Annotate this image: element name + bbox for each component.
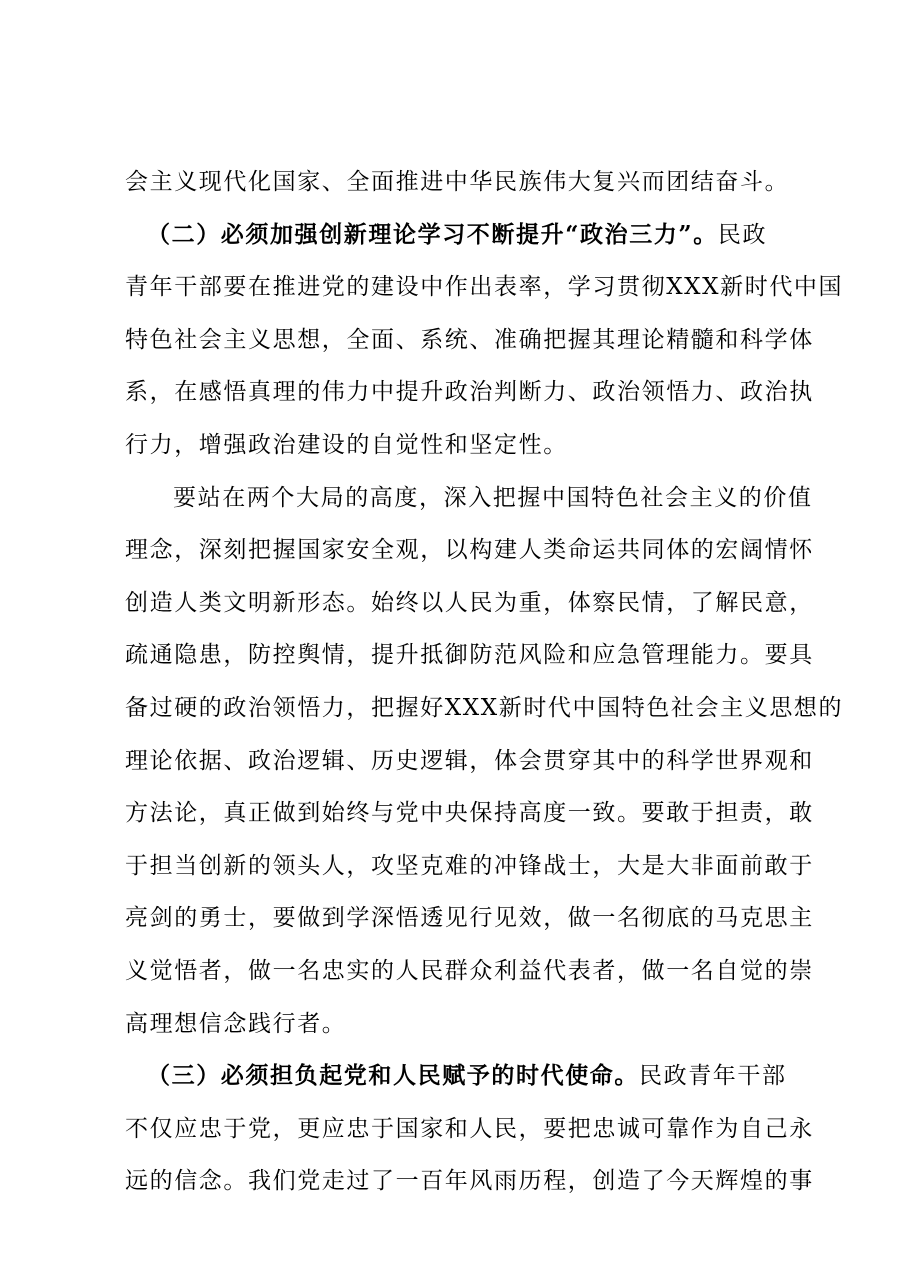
paragraph-3-line-11: 高理想信念践行者。: [125, 1010, 347, 1037]
paragraph-3-line-3: 创造人类文明新形态。始终以人民为重，体察民情，了解民意，: [125, 589, 814, 616]
paragraph-4-heading-tail: 民政青年干部: [639, 1063, 787, 1090]
paragraph-3-line-8: 于担当创新的领头人，攻坚克难的冲锋战士，大是大非面前敢于: [125, 852, 814, 879]
paragraph-2-heading-tail: 民政: [717, 221, 768, 248]
paragraph-2-heading-line: [125, 209, 825, 262]
paragraph-3-line-4: 疏通隐患，防控舆情，提升抵御防范风险和应急管理能力。要具: [125, 642, 814, 669]
paragraph-2-line-4: 行力，增强政治建设的自觉性和坚定性。: [125, 431, 568, 458]
paragraph-2-line-2: 特色社会主义思想，全面、系统、准确把握其理论精髓和科学体: [125, 326, 814, 353]
paragraph-2-line-1: 青年干部要在推进党的建设中作出表率，学习贯彻XXX新时代中国: [125, 274, 844, 301]
paragraph-3-line-10: 义觉悟者，做一名忠实的人民群众利益代表者，做一名自觉的崇: [125, 957, 814, 984]
document-body: [125, 156, 844, 1208]
section-heading-2: （二）必须加强创新理论学习不断提升“政治三力”。: [147, 220, 718, 248]
paragraph-3-line-2: 理念，深刻把握国家安全观，以构建人类命运共同体的宏阔情怀: [125, 537, 814, 564]
paragraph-3-line-9: 亮剑的勇士，要做到学深悟透见行见效，做一名彻底的马克思主: [125, 905, 814, 932]
paragraph-2-line-3: 系，在感悟真理的伟力中提升政治判断力、政治领悟力、政治执: [125, 379, 814, 406]
paragraph-4-line-1: 不仅应忠于党，更应忠于国家和人民，要把忠诚可靠作为自己永: [125, 1115, 814, 1142]
paragraph-4-heading-line: [125, 1050, 825, 1103]
paragraph-3-line-1: 要站在两个大局的高度，深入把握中国特色社会主义的价值: [173, 484, 813, 511]
paragraph-3-line-5: 备过硬的政治领悟力，把握好XXX新时代中国特色社会主义思想的: [125, 694, 844, 721]
paragraph-3-line-7: 方法论，真正做到始终与党中央保持高度一致。要敢于担责，敢: [125, 800, 814, 827]
paragraph-1-line-1: 会主义现代化国家、全面推进中华民族伟大复兴而团结奋斗。: [125, 169, 790, 195]
section-heading-3: （三）必须担负起党和人民赋予的时代使命。: [147, 1062, 639, 1090]
paragraph-4-line-2: 远的信念。我们党走过了一百年风雨历程，创造了今天辉煌的事: [125, 1168, 814, 1195]
paragraph-3-line-6: 理论依据、政治逻辑、历史逻辑，体会贯穿其中的科学世界观和: [125, 747, 814, 774]
